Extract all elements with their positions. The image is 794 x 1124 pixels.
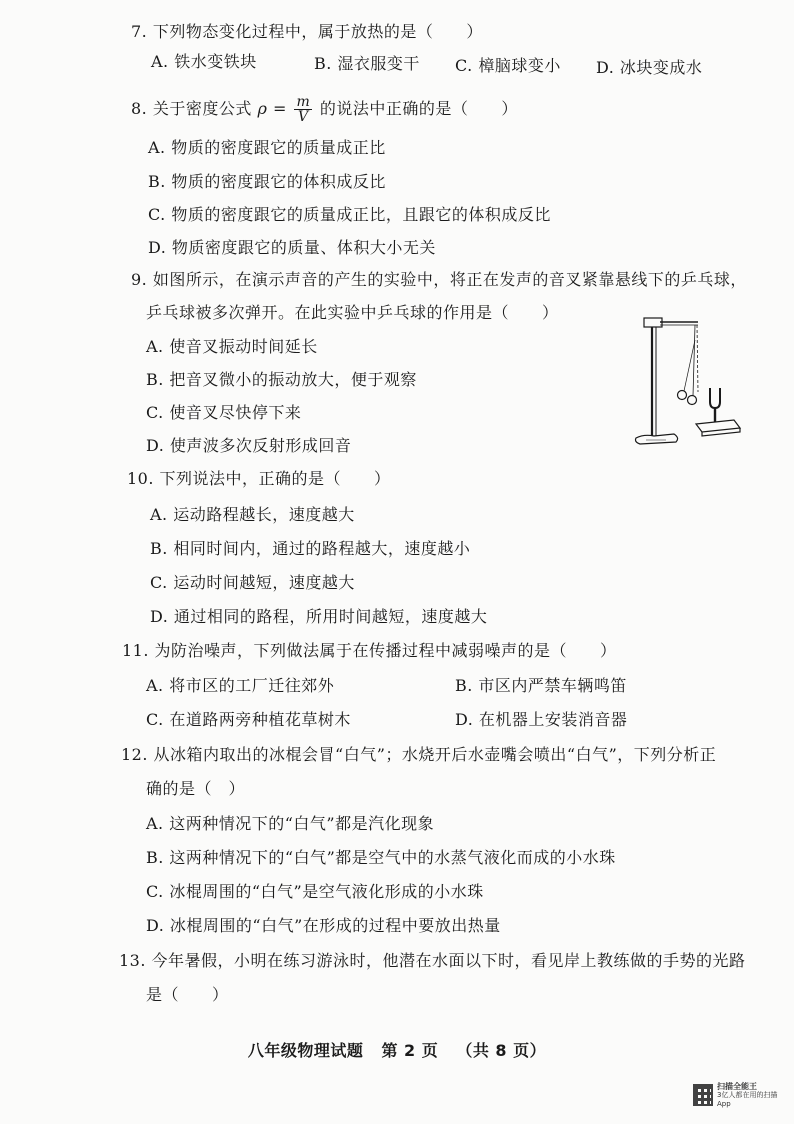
scanner-tagline: 3亿人都在用的扫描App	[717, 1090, 778, 1108]
density-formula-fraction	[294, 95, 312, 124]
question-8-stem	[131, 93, 518, 125]
question-9-option-d: D. 使声波多次反射形成回音	[146, 436, 352, 455]
footer-page-number: 第 2 页	[381, 1041, 439, 1060]
tuning-fork-pingpong-figure	[630, 300, 742, 450]
question-10-option-b: B. 相同时间内，通过的路程越大，速度越小	[150, 539, 471, 558]
question-8-option-c: C. 物质的密度跟它的质量成正比，且跟它的体积成反比	[148, 205, 551, 224]
question-8-option-d: D. 物质密度跟它的质量、体积大小无关	[148, 238, 436, 257]
question-12-option-c: C. 冰棍周围的“白气”是空气液化形成的小水珠	[146, 882, 484, 901]
question-10-stem: 10. 下列说法中，正确的是（ ）	[127, 469, 391, 488]
question-12-stem-line-2: 确的是（ ）	[146, 779, 246, 798]
footer-total-pages: （共 8 页）	[456, 1041, 547, 1060]
question-11-option-b: B. 市区内严禁车辆鸣笛	[455, 676, 627, 695]
question-7-option-a: A. 铁水变铁块	[151, 52, 257, 71]
question-9-option-a: A. 使音叉振动时间延长	[146, 337, 318, 356]
question-11-option-c: C. 在道路两旁种植花草树木	[146, 710, 351, 729]
question-7-stem: 7. 下列物态变化过程中，属于放热的是（ ）	[131, 22, 483, 41]
question-10-option-a: A. 运动路程越长，速度越大	[150, 505, 355, 524]
question-11-stem: 11. 为防治噪声，下列做法属于在传播过程中减弱噪声的是（ ）	[122, 641, 617, 660]
question-11-option-a: A. 将市区的工厂迁往郊外	[146, 676, 335, 695]
question-8-option-b: B. 物质的密度跟它的体积成反比	[148, 172, 386, 191]
question-12-option-d: D. 冰棍周围的“白气”在形成的过程中要放出热量	[146, 916, 501, 935]
scanner-watermark	[693, 1082, 783, 1108]
page-footer	[0, 1038, 794, 1061]
question-12-stem-line-1: 12. 从冰箱内取出的冰棍会冒“白气”；水烧开后水壶嘴会喷出“白气”，下列分析正	[121, 745, 717, 764]
question-13-stem-line-1: 13. 今年暑假，小明在练习游泳时，他潜在水面以下时，看见岸上教练做的手势的光路	[119, 951, 746, 970]
question-9-option-b: B. 把音叉微小的振动放大，便于观察	[146, 370, 417, 389]
question-9-stem-line-2: 乒乓球被多次弹开。在此实验中乒乓球的作用是（ ）	[146, 303, 559, 322]
density-formula-denominator: V	[298, 109, 309, 125]
question-10-option-d: D. 通过相同的路程，所用时间越短，速度越大	[150, 607, 488, 626]
question-8-stem-prefix: 8. 关于密度公式	[131, 99, 252, 118]
question-11-option-d: D. 在机器上安装消音器	[455, 710, 628, 729]
footer-title: 八年级物理试题	[247, 1041, 364, 1060]
density-formula-numerator: m	[296, 94, 311, 110]
question-7-option-c: C. 樟脑球变小	[455, 56, 561, 75]
question-7-option-b: B. 湿衣服变干	[314, 54, 420, 73]
scanner-watermark-text	[717, 1082, 783, 1109]
question-9-stem-line-1: 9. 如图所示，在演示声音的产生的实验中，将正在发声的音叉紧靠悬线下的乒乓球，	[131, 270, 747, 289]
density-formula-lhs: ρ =	[257, 99, 287, 118]
question-12-option-b: B. 这两种情况下的“白气”都是空气中的水蒸气液化而成的小水珠	[146, 848, 616, 867]
question-10-option-c: C. 运动时间越短，速度越大	[150, 573, 355, 592]
qr-code-icon	[693, 1084, 713, 1106]
question-7-option-d: D. 冰块变成水	[596, 58, 703, 77]
question-13-stem-line-2: 是（ ）	[146, 985, 229, 1004]
question-9-option-c: C. 使音叉尽快停下来	[146, 403, 302, 422]
question-8-stem-suffix: 的说法中正确的是（ ）	[319, 99, 518, 118]
question-12-option-a: A. 这两种情况下的“白气”都是汽化现象	[146, 814, 435, 833]
scanner-brand: 扫描全能王	[717, 1081, 758, 1091]
question-8-option-a: A. 物质的密度跟它的质量成正比	[148, 138, 386, 157]
